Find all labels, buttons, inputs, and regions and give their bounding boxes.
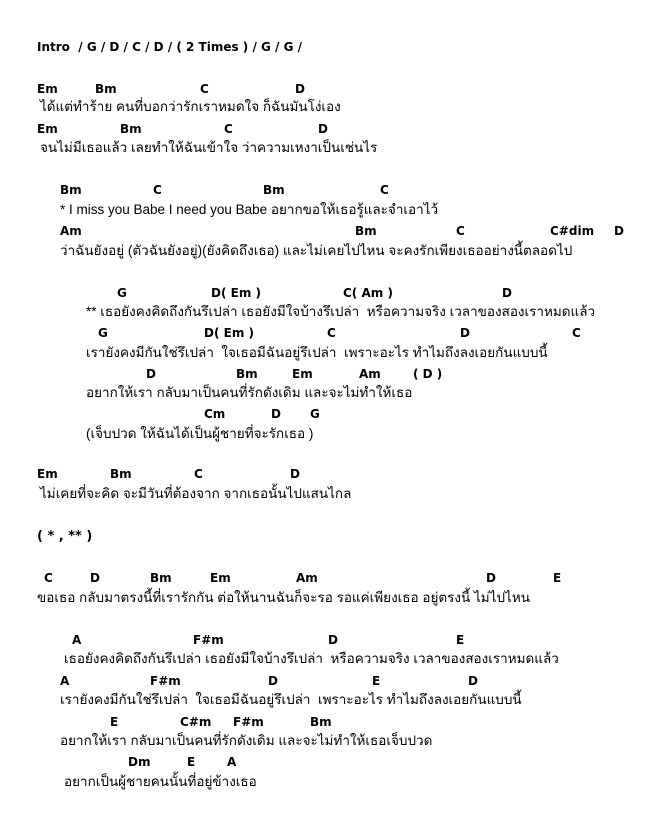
chord: Dm [128, 755, 151, 769]
chord: Am [359, 367, 381, 381]
chord: D [486, 571, 496, 585]
chord: Cm [204, 407, 226, 421]
chord: E [187, 755, 196, 769]
chord: Em [292, 367, 313, 381]
chord: D [295, 82, 305, 96]
chord: C#m [180, 715, 212, 729]
lyric-line: อยากให้เรา กลับมาเป็นคนที่รักดังเดิม และจะไม่ทำให้เธอเจ็บปวด [60, 733, 433, 748]
chord: D [90, 571, 100, 585]
chord: Em [37, 467, 58, 481]
chord: Am [60, 224, 82, 238]
chord: E [553, 571, 562, 585]
chord: D [328, 633, 338, 647]
chord: A [227, 755, 237, 769]
chord: Bm [110, 467, 132, 481]
chord: A [72, 633, 82, 647]
lyric-line: (เจ็บปวด ให้ฉันได้เป็นผู้ชายที่จะรักเธอ ) [86, 426, 314, 441]
chord: C [572, 326, 581, 340]
chord: D [460, 326, 470, 340]
chord: Bm [236, 367, 258, 381]
chord: D [502, 286, 512, 300]
chord: C [327, 326, 336, 340]
chord: C [200, 82, 209, 96]
chord: C [224, 122, 233, 136]
chord: G [310, 407, 320, 421]
chord: C [44, 571, 53, 585]
lyric-line: ขอเธอ กลับมาตรงนี้ที่เรารักกัน ต่อให้นานฉันก็จะรอ รอแค่เพียงเธอ อยู่ตรงนี้ ไม่ไปไหน [37, 590, 530, 605]
chord: D [146, 367, 156, 381]
chord: F#m [150, 674, 181, 688]
chord: Am [296, 571, 318, 585]
chord: G [117, 286, 127, 300]
chord: A [60, 674, 70, 688]
chord: D [271, 407, 281, 421]
lyric-line: เรายังคงมีกันใช่รึเปล่า ใจเธอมีฉันอยู่รึเปล่า เพราะอะไร ทำไมถึงลงเอยกันแบบนี้ [60, 692, 522, 707]
chord: Bm [60, 183, 82, 197]
chord: Em [37, 122, 58, 136]
chord: C( Am ) [343, 286, 393, 300]
chord: C [153, 183, 162, 197]
chord: D [468, 674, 478, 688]
chord: D( Em ) [211, 286, 261, 300]
chord: E [110, 715, 119, 729]
chord: G [98, 326, 108, 340]
lyric-line: จนไม่มีเธอแล้ว เลยทำให้ฉันเข้าใจ ว่าความเหงาเป็นเช่นไร [40, 140, 378, 155]
chord: E [456, 633, 465, 647]
chord: C [456, 224, 465, 238]
chord: C#dim [550, 224, 595, 238]
lyric-line: ว่าฉันยังอยู่ (ตัวฉันยังอยู่)(ยังคิดถึงเธอ) และไม่เคยไปไหน จะคงรักเพียงเธออย่างนี้ตลอดไป [60, 243, 573, 258]
chord: D( Em ) [204, 326, 254, 340]
chord: Bm [310, 715, 332, 729]
chord: C [194, 467, 203, 481]
lyric-line: ** เธอยังคงคิดถึงกันรึเปล่า เธอยังมีใจบ้างรึเปล่า หรือความจริง เวลาของสองเราหมดแล้ว [86, 304, 596, 319]
chord: Bm [150, 571, 172, 585]
chord: D [290, 467, 300, 481]
lyric-line: * I miss you Babe I need you Babe อยากขอให้เธอรู้และจำเอาไว้ [60, 202, 439, 217]
chord: F#m [193, 633, 224, 647]
lyric-line: ไม่เคยที่จะคิด จะมีวันที่ต้องจาก จากเธอนั้นไปแสนไกล [40, 486, 352, 501]
chord: C [380, 183, 389, 197]
intro-line: Intro / G / D / C / D / ( 2 Times ) / G / G / [37, 40, 303, 54]
chord: D [614, 224, 624, 238]
chord: F#m [233, 715, 264, 729]
lyric-line: อยากเป็นผู้ชายคนนั้นที่อยู่ข้างเธอ [64, 774, 257, 789]
chord: Bm [263, 183, 285, 197]
chord: D [318, 122, 328, 136]
lyric-line: อยากให้เรา กลับมาเป็นคนที่รักดังเดิม และจะไม่ทำให้เธอ [86, 385, 413, 400]
chord: D [268, 674, 278, 688]
lyric-line: เธอยังคงคิดถึงกันรึเปล่า เธอยังมีใจบ้างรึเปล่า หรือความจริง เวลาของสองเราหมดแล้ว [64, 651, 559, 666]
chord: E [372, 674, 381, 688]
repeat-marker: ( * , ** ) [37, 529, 93, 544]
chord: Em [37, 82, 58, 96]
chord: Bm [120, 122, 142, 136]
chord: ( D ) [413, 367, 443, 381]
lyric-line: เรายังคงมีกันใช่รึเปล่า ใจเธอมีฉันอยู่รึเปล่า เพราะอะไร ทำไมถึงลงเอยกันแบบนี้ [86, 345, 548, 360]
chord: Em [210, 571, 231, 585]
chord: Bm [355, 224, 377, 238]
lyric-line: ได้แต่ทำร้าย คนที่บอกว่ารักเราหมดใจ ก็ฉันมันโง่เอง [40, 99, 341, 114]
chord: Bm [95, 82, 117, 96]
